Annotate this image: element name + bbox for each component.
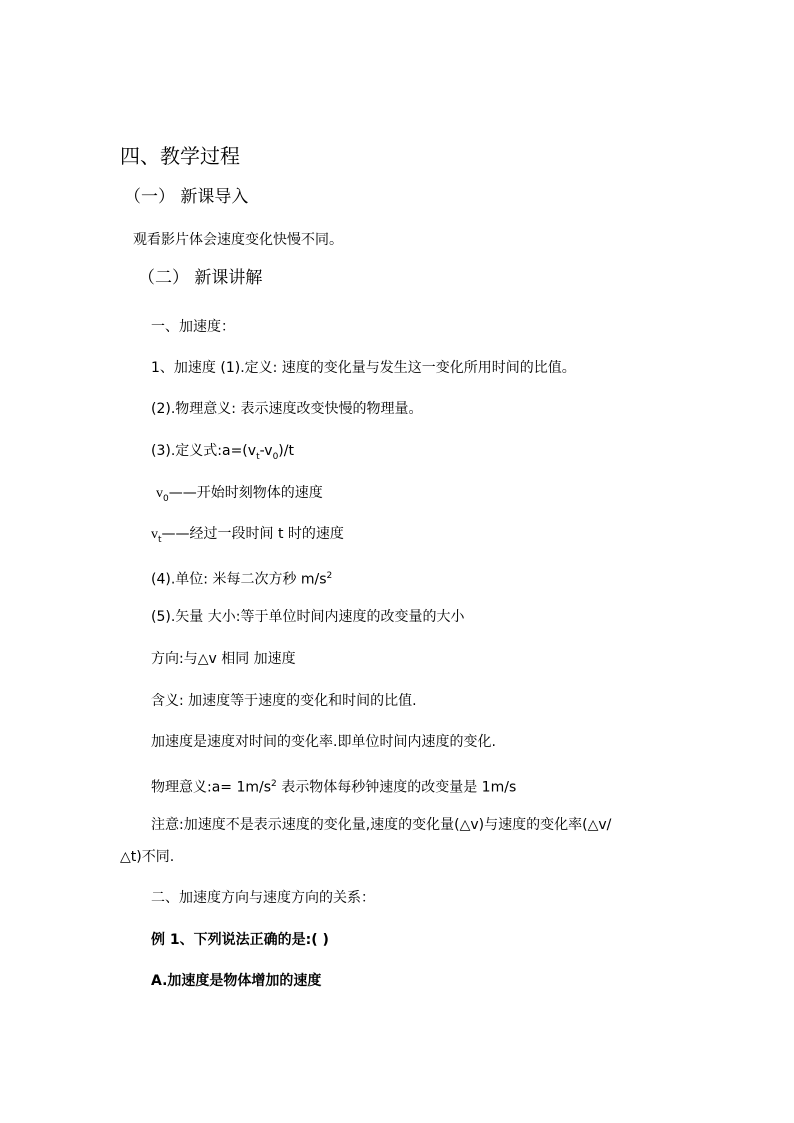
physical-meaning-line: (2).物理意义: 表示速度改变快慢的物理量。 xyxy=(151,401,423,417)
direction-line: 方向:与△v 相同 加速度 xyxy=(151,651,296,667)
definition-line: 1、加速度 (1).定义: 速度的变化量与发生这一变化所用时间的比值。 xyxy=(151,360,576,376)
v0-text: ——开始时刻物体的速度 xyxy=(168,485,323,501)
v0-symbol: v xyxy=(156,486,163,501)
part-title-acceleration: 一、加速度： xyxy=(151,319,235,335)
example-meaning-post: 表示物体每秒钟速度的改变量是 1m/s xyxy=(276,779,517,796)
formula-post: )/t xyxy=(278,443,294,459)
part-title-direction: 二、加速度方向与速度方向的关系： xyxy=(151,890,375,906)
note-line-1: 注意:加速度不是表示速度的变化量,速度的变化量(△v)与速度的变化率(△v/ xyxy=(151,817,612,833)
formula-mid: -v xyxy=(259,443,273,459)
unit-text: (4).单位: 米每二次方秒 m/s xyxy=(151,571,327,588)
formula-line xyxy=(151,441,294,467)
section-heading: 四、教学过程 xyxy=(120,144,240,168)
example-question: 例 1、下列说法正确的是:( ) xyxy=(151,932,329,948)
formula-sub-0: 0 xyxy=(272,451,279,462)
formula-pre: (3).定义式:a=(v xyxy=(151,443,257,459)
unit-superscript: 2 xyxy=(326,571,333,581)
v0-definition xyxy=(156,483,323,509)
intro-text: 观看影片体会速度变化快慢不同。 xyxy=(133,232,343,248)
note-line-2: △t)不同. xyxy=(120,849,175,865)
vt-symbol: v xyxy=(151,527,158,542)
meaning-line: 含义: 加速度等于速度的变化和时间的比值. xyxy=(151,693,417,709)
unit-line xyxy=(151,566,332,590)
v0-subscript: 0 xyxy=(163,493,169,504)
example-meaning-pre: 物理意义:a= 1m/s xyxy=(151,779,272,796)
option-a: A.加速度是物体增加的速度 xyxy=(151,973,322,989)
vt-text: ——经过一段时间 t 时的速度 xyxy=(161,526,344,542)
subsection-title-intro: （一） 新课导入 xyxy=(124,187,249,207)
formula-sub-t: t xyxy=(256,451,260,462)
vector-magnitude-line: (5).矢量 大小:等于单位时间内速度的改变量的大小 xyxy=(151,609,465,625)
subsection-title-lecture: （二） 新课讲解 xyxy=(138,268,263,288)
rate-of-change-line: 加速度是速度对时间的变化率.即单位时间内速度的变化. xyxy=(151,734,496,750)
vt-subscript: t xyxy=(158,534,162,545)
vt-definition xyxy=(151,524,344,550)
example-meaning-line xyxy=(151,774,516,798)
example-meaning-sup: 2 xyxy=(271,779,277,789)
